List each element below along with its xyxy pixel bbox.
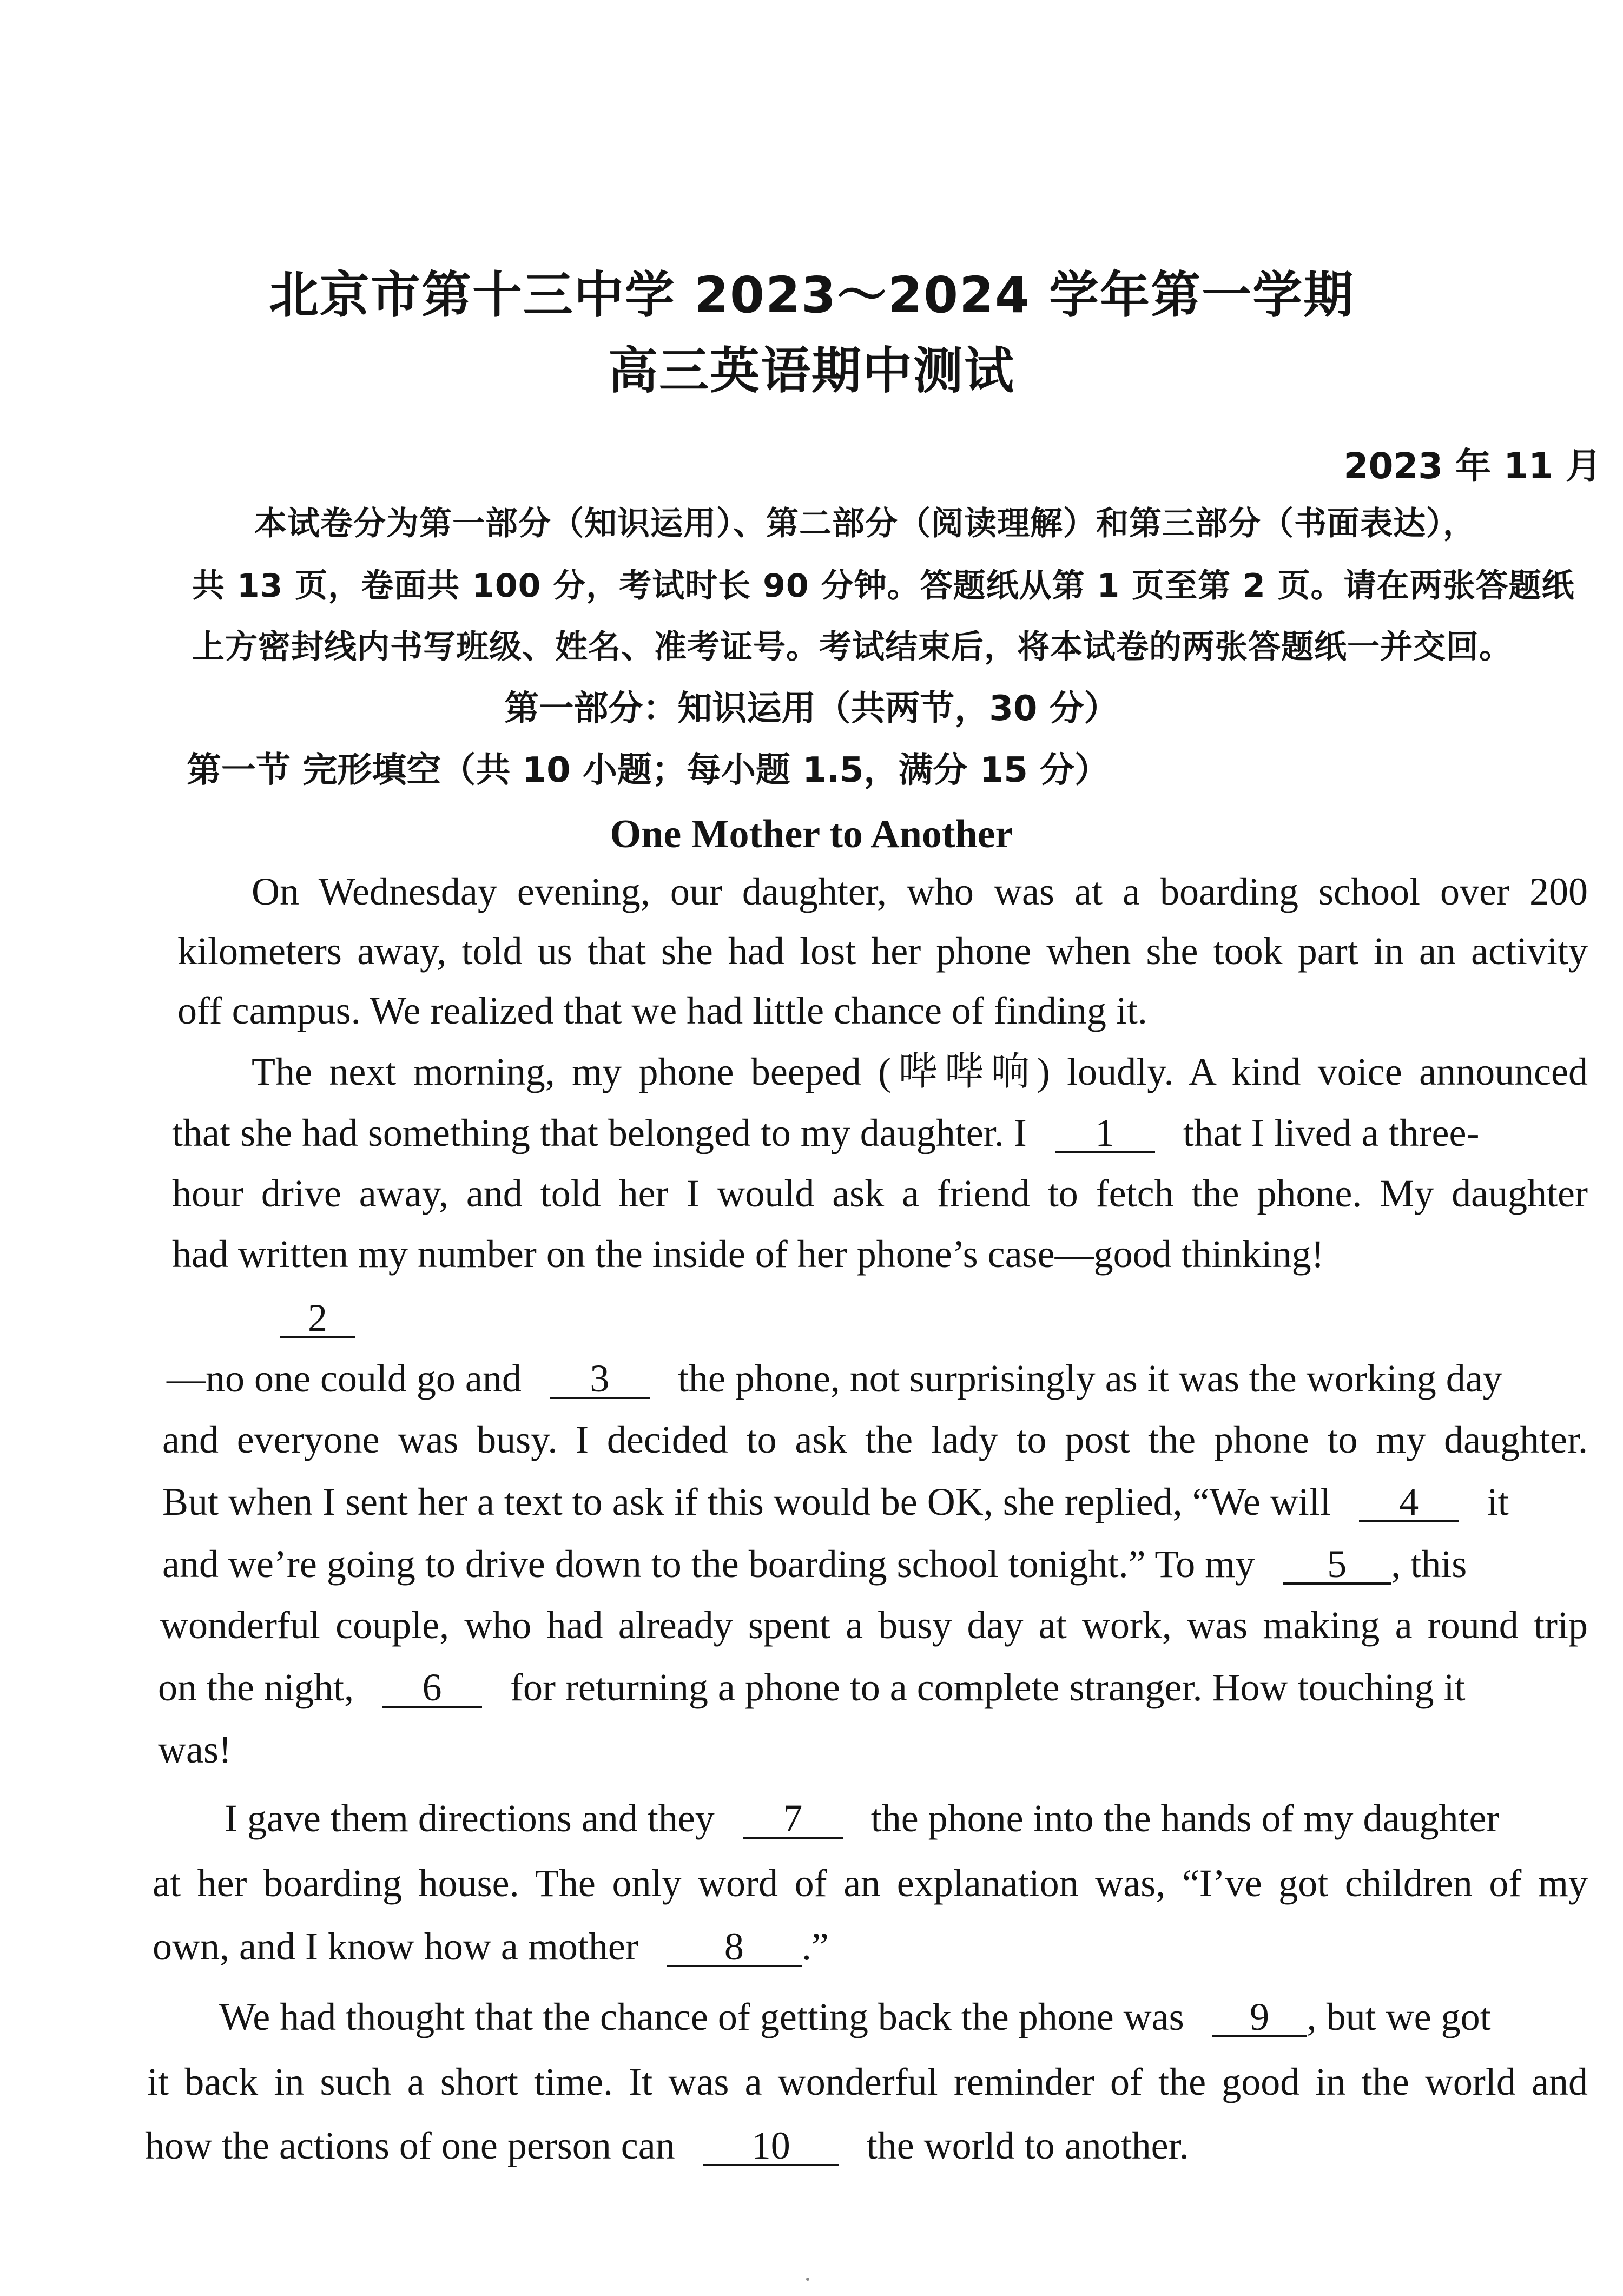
passage-line [158, 1668, 1465, 1708]
instructions-line-2: 共 13 页，卷面共 100 分，考试时长 90 分钟。答题纸从第 1 页至第 2 页。请在两张答题纸 [192, 567, 1575, 605]
section-1-heading: 第一节 完形填空（共 10 小题；每小题 1.5，满分 15 分） [187, 750, 1110, 790]
exam-title: 北京市第十三中学 2023～2024 学年第一学期 [268, 266, 1355, 324]
passage-line: off campus. We realized that we had little chance of finding it. [177, 989, 1147, 1032]
instructions-line-1: 本试卷分为第一部分（知识运用）、第二部分（阅读理解）和第三部分（书面表达）， [254, 505, 1476, 543]
passage-line [162, 1482, 1509, 1522]
page-mark [806, 2278, 809, 2281]
passage-line [145, 2126, 1189, 2166]
exam-subtitle: 高三英语期中测试 [608, 342, 1015, 400]
passage-line [219, 1997, 1491, 2037]
passage-text: .” [801, 1925, 829, 1968]
instructions-line-3: 上方密封线内书写班级、姓名、准考证号。考试结束后，将本试卷的两张答题纸一并交回。 [192, 628, 1512, 666]
passage-line: The next morning, my phone beeped (哔哔响) loudly. A kind voice announced [252, 1050, 1588, 1093]
passage-text: that she had something that belonged to my daughter. I [172, 1111, 1027, 1154]
passage-text: the world to another. [866, 2124, 1189, 2167]
passage-text: that I lived a three- [1183, 1111, 1480, 1154]
blank-4: 4 [1359, 1483, 1459, 1522]
passage-line: kilometers away, told us that she had lost her phone when she took part in an activity [177, 929, 1588, 973]
blank-8: 8 [667, 1928, 802, 1967]
passage-line [225, 1799, 1499, 1839]
passage-line: On Wednesday evening, our daughter, who was at a boarding school over 200 [252, 870, 1588, 913]
passage-line [172, 1113, 1479, 1153]
blank-7: 7 [743, 1800, 843, 1839]
passage-line [153, 1927, 829, 1967]
passage-text: on the night, [158, 1666, 354, 1709]
blank-6: 6 [382, 1669, 482, 1708]
exam-date: 2023 年 11 月 [1343, 445, 1601, 487]
blank-1: 1 [1055, 1114, 1155, 1153]
passage-line: and everyone was busy. I decided to ask the lady to post the phone to my daughter. [162, 1418, 1588, 1461]
passage-text: it [1487, 1480, 1509, 1523]
blank-5: 5 [1283, 1546, 1391, 1585]
passage-text: and we’re going to drive down to the boarding school tonight.” To my [162, 1542, 1255, 1586]
passage-text: how the actions of one person can [145, 2124, 675, 2167]
passage-line: it back in such a short time. It was a wonderful reminder of the good in the world and [147, 2060, 1588, 2103]
passage-text: I gave them directions and they [225, 1797, 715, 1840]
passage-text: the phone into the hands of my daughter [870, 1797, 1500, 1840]
part-1-heading: 第一部分：知识运用（共两节，30 分） [504, 689, 1119, 729]
passage-line [162, 1542, 1467, 1586]
blank-9: 9 [1212, 1998, 1307, 2037]
passage-line: was! [158, 1728, 232, 1771]
passage-text: , but we got [1307, 1995, 1491, 2038]
passage-text: —no one could go and [167, 1357, 522, 1400]
passage-title: One Mother to Another [610, 812, 1013, 856]
passage-text: , this [1391, 1542, 1467, 1586]
passage-text: own, and I know how a mother [153, 1925, 638, 1968]
passage-line: hour drive away, and told her I would ask a friend to fetch the phone. My daughter [172, 1172, 1588, 1215]
blank-3: 3 [550, 1360, 650, 1399]
blank-10: 10 [703, 2127, 839, 2166]
passage-line [241, 1298, 355, 1338]
passage-line: had written my number on the inside of her phone’s case—good thinking! [172, 1232, 1324, 1276]
passage-text: for returning a phone to a complete stranger. How touching it [510, 1666, 1466, 1709]
passage-text: We had thought that the chance of getting back the phone was [219, 1995, 1184, 2038]
passage-line [167, 1359, 1502, 1399]
passage-line: at her boarding house. The only word of an explanation was, “I’ve got children of my [153, 1862, 1588, 1905]
blank-2: 2 [280, 1299, 355, 1338]
passage-line: wonderful couple, who had already spent a busy day at work, was making a round trip [160, 1604, 1588, 1647]
passage-text: the phone, not surprisingly as it was the working day [677, 1357, 1502, 1400]
passage-text: But when I sent her a text to ask if this would be OK, she replied, “We will [162, 1480, 1331, 1523]
